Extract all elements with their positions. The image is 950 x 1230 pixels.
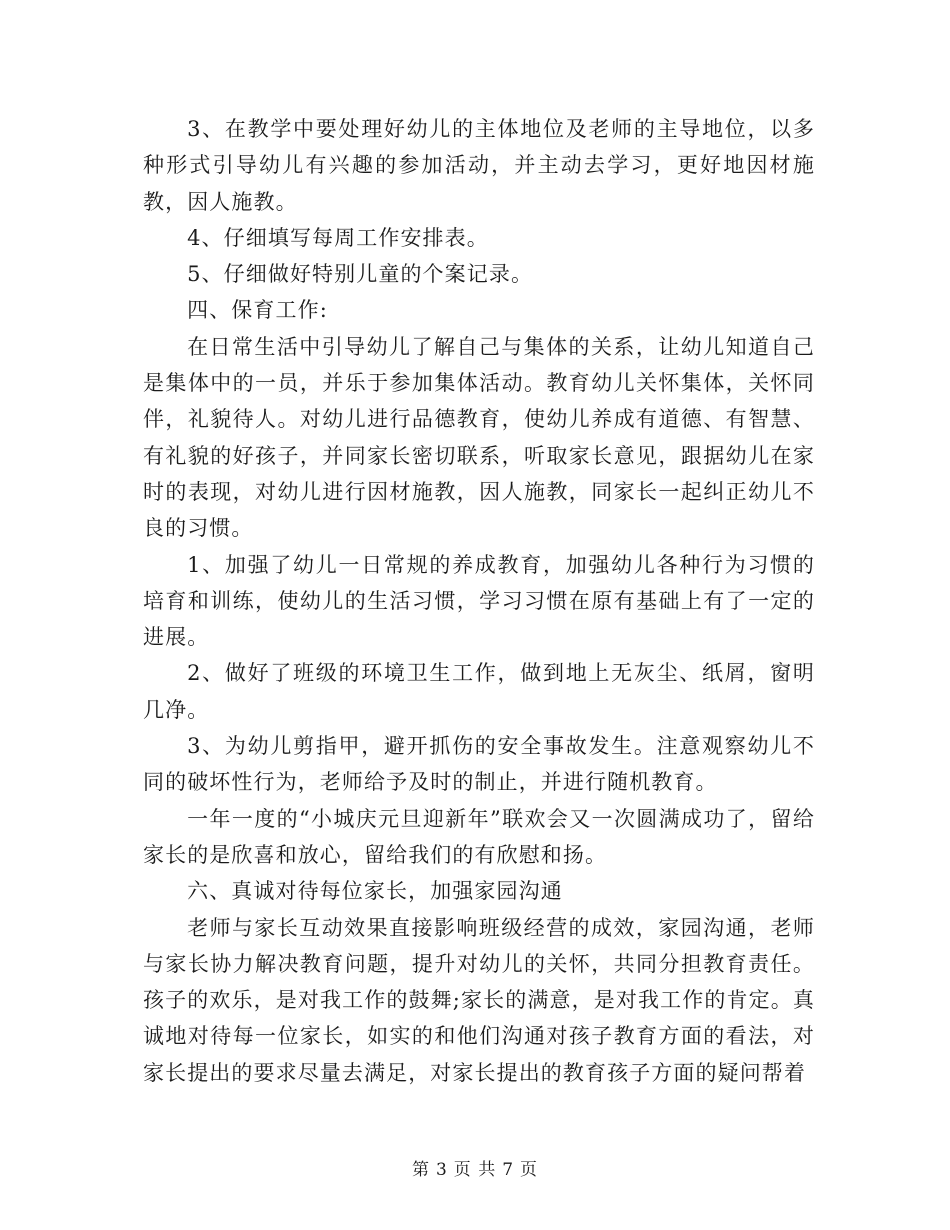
section-heading-care-work: 四、保育工作: (187, 298, 328, 323)
paragraph-teaching-4: 4、仔细填写每周工作安排表。 (187, 225, 489, 250)
footer-suffix: 页 (520, 1160, 539, 1180)
paragraph-teaching-3: 3、在教学中要处理好幼儿的主体地位及老师的主导地位，以多种形式引导幼儿有兴趣的参加活动，并主动去学习，更好地因材施教，因人施教。 (143, 117, 815, 214)
paragraph-daily-life: 在日常生活中引导幼儿了解自己与集体的关系，让幼儿知道自己是集体中的一员，并乐于参加集体活动。教育幼儿关怀集体，关怀同伴，礼貌待人。对幼儿进行品德教育，使幼儿养成有道德、有智慧、有礼貌的好孩子，并同家长密切联系，听取家长意见，跟据幼儿在家时的表现，对幼儿进行因材施教，因人施教，同家长一起纠正幼儿不良的习惯。 (143, 334, 815, 541)
paragraph-care-1: 1、加强了幼儿一日常规的养成教育，加强幼儿各种行为习惯的培育和训练，使幼儿的生活习惯，学习习惯在原有基础上有了一定的进展。 (143, 552, 815, 650)
section-heading-parents: 六、真诚对待每位家长，加强家园沟通 (187, 879, 563, 904)
document-body (143, 111, 815, 1091)
footer-prefix: 第 (411, 1160, 430, 1180)
paragraph-parent-communication: 老师与家长互动效果直接影响班级经营的成效，家园沟通，老师与家长协力解决教育问题，提升对幼儿的关怀，共同分担教育责任。孩子的欢乐，是对我工作的鼓舞;家长的满意，是对我工作的肯定。真诚地对待每一位家长，如实的和他们沟通对孩子教育方面的看法，对家长提出的要求尽量去满足，对家长提出的教育孩子方面的疑问帮着 (143, 915, 815, 1085)
footer-middle: 页 共 (453, 1160, 497, 1180)
footer-page-total: 7 (502, 1160, 515, 1180)
footer-page-current: 3 (435, 1160, 448, 1180)
paragraph-new-year-party: 一年一度的“小城庆元旦迎新年”联欢会又一次圆满成功了，留给家长的是欣喜和放心，留给我们的有欣慰和扬。 (143, 806, 815, 867)
paragraph-care-3: 3、为幼儿剪指甲，避开抓伤的安全事故发生。注意观察幼儿不同的破坏性行为，老师给予及时的制止，并进行随机教育。 (143, 734, 815, 795)
paragraph-care-2: 2、做好了班级的环境卫生工作，做到地上无灰尘、纸屑，窗明几净。 (143, 661, 815, 722)
page-footer (0, 1155, 950, 1180)
paragraph-teaching-5: 5、仔细做好特别儿童的个案记录。 (187, 262, 534, 287)
